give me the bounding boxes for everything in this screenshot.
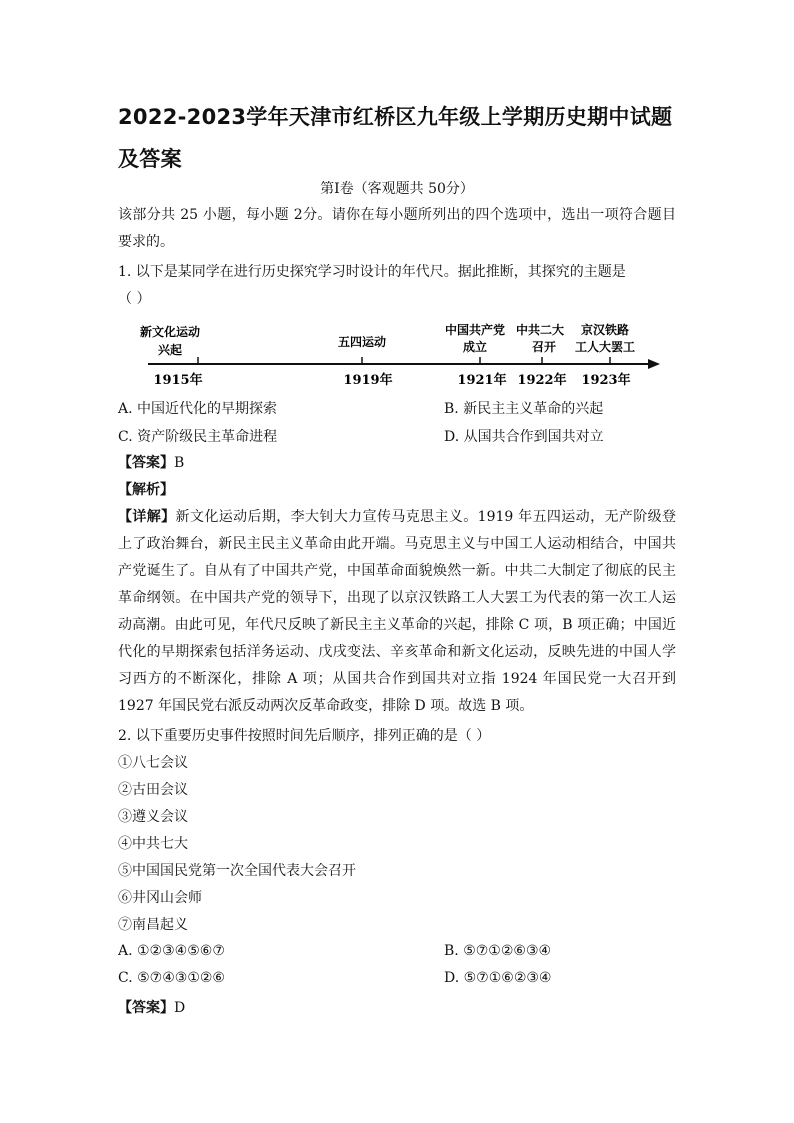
year-1921: 1921年 bbox=[457, 373, 507, 388]
answer-value: D bbox=[174, 1000, 186, 1016]
q1-stem: 1. 以下是某同学在进行历史探究学习时设计的年代尺。据此推断，其探究的主题是 bbox=[118, 264, 626, 280]
answer-tag: 【答案】 bbox=[118, 1000, 174, 1016]
event-sublabel-1921: 成立 bbox=[462, 340, 488, 354]
timeline-ticks bbox=[198, 357, 610, 364]
event-label-1915: 新文化运动 bbox=[139, 325, 201, 339]
event-label-1923: 京汉铁路 bbox=[580, 323, 630, 337]
event-label-1921: 中国共产党 bbox=[444, 323, 506, 337]
year-1922: 1922年 bbox=[517, 373, 567, 388]
q2-item-5: ⑤中国国民党第一次全国代表大会召开 bbox=[118, 863, 356, 879]
q2-item-2: ②古田会议 bbox=[118, 782, 188, 798]
q2-item-3: ③遵义会议 bbox=[118, 809, 188, 825]
year-1915: 1915年 bbox=[153, 373, 203, 388]
q2-answer bbox=[118, 998, 185, 1018]
event-sublabel-1923: 工人大罢工 bbox=[574, 340, 636, 354]
year-1923: 1923年 bbox=[581, 373, 631, 388]
q1-analysis-tag bbox=[118, 480, 174, 500]
q1-option-b: B. 新民主主义革命的兴起 bbox=[444, 401, 604, 417]
q2-item-6: ⑥井冈山会师 bbox=[118, 890, 202, 906]
q1-answer bbox=[118, 453, 184, 473]
event-sublabel-1922: 召开 bbox=[531, 340, 557, 354]
q1-timeline bbox=[118, 316, 678, 392]
detail-tag: 【详解】 bbox=[118, 509, 176, 525]
detail-text: 新文化运动后期，李大钊大力宣传马克思主义。1919 年五四运动，无产阶级登上了政治舞台，新民主民主义革命由此开端。马克思主义与中国工人运动相结合，中国共产党诞生了。自从有了中国共产党，中国革命面貌焕然一新。中共二大制定了彻底的民主革命纲领。在中国共产党的领导下，出现了以京汉铁路工人大罢工为代表的第一次工人运动高潮。由此可见，年代尺反映了新民主主义革命的兴起，排除 C 项，B 项正确；中国近代化的早期探索包括洋务运动、戊戌变法、辛亥革命和新文化运动，反映先进的中国人学习西方的不断深化，排除 A 项；从国共合作到国共对立指 1924 年国民党一大召开到 1927 年国民党右派反动两次反革命政变，排除 D 项。故选 B 项。 bbox=[118, 509, 676, 714]
q1-blank: （ ） bbox=[118, 291, 151, 307]
event-label-1919: 五四运动 bbox=[337, 335, 387, 349]
page-title: 2022-2023学年天津市红桥区九年级上学期历史期中试题及答案 bbox=[118, 105, 673, 171]
event-sublabel-1915: 兴起 bbox=[157, 343, 183, 357]
year-1919: 1919年 bbox=[343, 373, 393, 388]
q2-option-b: B. ⑤⑦①②⑥③④ bbox=[444, 943, 552, 959]
timeline-axis bbox=[148, 359, 660, 369]
q2-item-4: ④中共七大 bbox=[118, 836, 188, 852]
q2-option-c: C. ⑤⑦④③①②⑥ bbox=[118, 970, 225, 986]
q1-option-a: A. 中国近代化的早期探索 bbox=[118, 401, 278, 417]
q1-option-c: C. 资产阶级民主革命进程 bbox=[118, 429, 278, 445]
analysis-tag: 【解析】 bbox=[118, 482, 174, 498]
q2-item-1: ①八七会议 bbox=[118, 755, 188, 771]
q2-option-d: D. ⑤⑦①⑥②③④ bbox=[444, 970, 552, 986]
answer-value: B bbox=[174, 455, 185, 471]
q2-option-a: A. ①②③④⑤⑥⑦ bbox=[118, 943, 225, 959]
event-label-1922: 中共二大 bbox=[515, 323, 565, 337]
q2-stem: 2. 以下重要历史事件按照时间先后顺序，排列正确的是（ ） bbox=[118, 728, 491, 744]
q1-detail bbox=[118, 504, 676, 720]
answer-tag: 【答案】 bbox=[118, 455, 174, 471]
section-heading: 第Ⅰ卷（客观题共 50分） bbox=[320, 181, 474, 197]
q1-option-d: D. 从国共合作到国共对立 bbox=[444, 429, 604, 445]
q2-item-7: ⑦南昌起义 bbox=[118, 917, 188, 933]
instructions: 该部分共 25 小题，每小题 2分。请你在每小题所列出的四个选项中，选出一项符合题目要求的。 bbox=[118, 207, 676, 250]
